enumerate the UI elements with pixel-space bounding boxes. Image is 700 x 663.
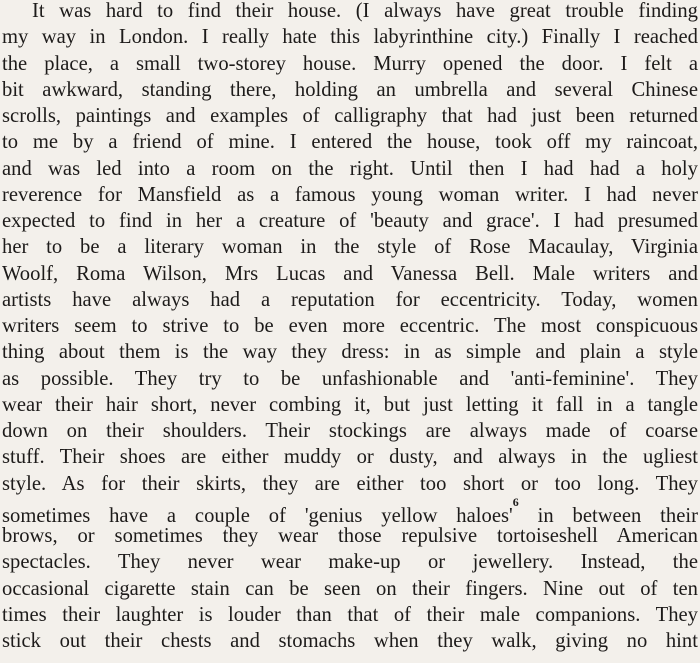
text-line: occasional cigarette stain can be seen on their fingers. Nine out of ten — [2, 577, 698, 600]
text-line: Woolf, Roma Wilson, Mrs Lucas and Vanessa Bell. Male writers and — [2, 262, 698, 285]
text-line: expected to find in her a creature of 'beauty and grace'. I had presumed — [2, 210, 698, 232]
text-line: stuff. Their shoes are either muddy or dusty, and always in the ugliest — [2, 446, 698, 469]
text-line: spectacles. They never wear make-up or jewellery. Instead, the — [2, 551, 698, 574]
text-line: It was hard to find their house. (I always have great trouble finding — [32, 0, 698, 22]
text-line: scrolls, paintings and examples of calligraphy that had just been returned — [2, 105, 698, 127]
text-line-segment: sometimes have a couple of 'genius yellow haloes' — [2, 504, 513, 527]
text-line: to me by a friend of mine. I entered the house, took off my raincoat, — [2, 131, 698, 154]
text-line: thing about them is the way they dress: in as simple and plain a style — [2, 341, 698, 364]
text-line: stick out their chests and stomachs when they walk, giving no hint — [2, 630, 698, 652]
text-line: writers seem to strive to be even more eccentric. The most conspicuous — [2, 315, 698, 337]
text-line: reverence for Mansfield as a famous young woman writer. I had never — [2, 183, 698, 206]
text-line: as possible. They try to be unfashionable and 'anti-feminine'. They — [2, 367, 698, 390]
text-line: the place, a small two-storey house. Murry opened the door. I felt a — [2, 52, 698, 75]
text-line: brows, or sometimes they wear those repulsive tortoiseshell American — [2, 525, 698, 547]
text-line: wear their hair short, never combing it, but just letting it fall in a tangle — [2, 393, 698, 416]
text-line: my way in London. I really hate this labyrinthine city.) Finally I reached — [2, 26, 698, 49]
text-line: and was led into a room on the right. Until then I had had a holy — [2, 157, 698, 180]
text-line: her to be a literary woman in the style of Rose Macaulay, Virginia — [2, 236, 698, 259]
text-line-segment: in between their — [518, 504, 698, 527]
footnote-reference[interactable]: 6 — [512, 494, 519, 509]
text-line-with-note — [0, 494, 700, 527]
text-line: style. As for their skirts, they are either too short or too long. They — [2, 472, 698, 495]
text-line: artists have always had a reputation for eccentricity. Today, women — [2, 288, 698, 311]
text-line: bit awkward, standing there, holding an umbrella and several Chinese — [2, 78, 698, 101]
text-line: down on their shoulders. Their stockings are always made of coarse — [2, 420, 698, 442]
text-line: times their laughter is louder than that of their male companions. They — [2, 603, 698, 626]
